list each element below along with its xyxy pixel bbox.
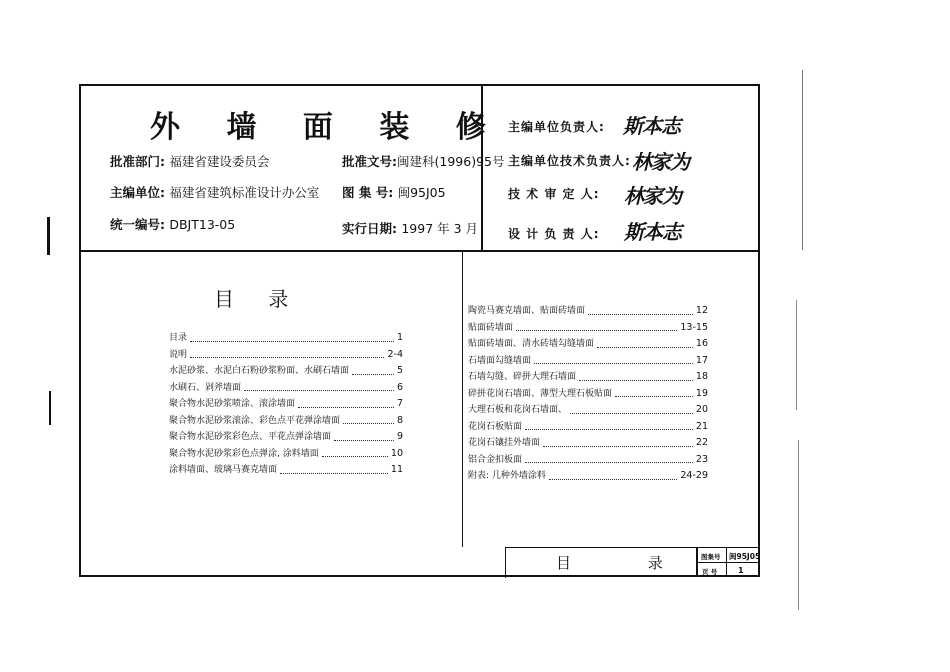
- toc-item-page: 10: [390, 447, 403, 459]
- approval-doc-value: 闽建科(1996)95号: [397, 154, 505, 169]
- toc-item-page: 6: [396, 381, 403, 393]
- toc-item[interactable]: [169, 413, 403, 430]
- effective-date: [342, 219, 478, 237]
- toc-item-text: 说明: [169, 349, 188, 360]
- dot-leader: [543, 446, 693, 447]
- atlas-label: 图集号: [701, 553, 721, 561]
- toc-item-text: 花岗石镶挂外墙面: [468, 438, 541, 448]
- toc-item[interactable]: [169, 380, 403, 397]
- toc-item-text: 贴面砖墙面: [468, 322, 514, 333]
- toc-item[interactable]: [468, 402, 708, 419]
- toc-item-page: 8: [396, 414, 403, 426]
- signature-tech-chief: 林家为: [632, 150, 689, 174]
- dot-leader: [588, 314, 693, 315]
- editor-unit-label: 主编单位:: [110, 185, 165, 200]
- toc-item[interactable]: [169, 347, 403, 364]
- dot-leader: [570, 413, 693, 414]
- toc-item[interactable]: [169, 462, 403, 479]
- toc-left-list: [169, 330, 403, 479]
- toc-item-text: 贴面砖墙面、清水砖墙勾缝墙面: [468, 339, 595, 349]
- toc-item-text: 石墙勾缝、碎拼大理石墙面: [468, 372, 577, 382]
- effective-date-value: 1997 年 3 月: [401, 221, 479, 236]
- signature-designer: 斯本志: [624, 220, 681, 244]
- toc-item[interactable]: [468, 303, 708, 320]
- atlas-number-value: 闽95J05: [397, 185, 446, 200]
- toc-item-page: 18: [695, 371, 708, 382]
- edge-line: [798, 440, 799, 610]
- edge-line: [796, 300, 797, 410]
- dot-leader: [549, 479, 677, 480]
- dot-leader: [516, 330, 677, 331]
- toc-item-page: 17: [695, 354, 708, 366]
- dot-leader: [280, 473, 388, 474]
- atlas-number-label: 图 集 号:: [342, 185, 394, 200]
- dot-leader: [244, 390, 394, 391]
- toc-item-page: 16: [695, 338, 708, 349]
- toc-item-page: 5: [396, 365, 403, 376]
- toc-item[interactable]: [468, 452, 708, 469]
- atlas-number: [342, 183, 446, 201]
- toc-item-text: 碎拼花岗石墙面、薄型大理石板贴面: [468, 388, 613, 399]
- toc-item-page: 21: [695, 420, 708, 432]
- binding-mark: [49, 391, 51, 425]
- toc-column-divider: [462, 251, 463, 547]
- toc-item-page: 13-15: [680, 321, 708, 333]
- toc-item[interactable]: [169, 446, 403, 463]
- edge-line: [802, 70, 803, 250]
- toc-item-page: 1: [396, 332, 403, 343]
- toc-item-page: 7: [396, 398, 403, 409]
- toc-item[interactable]: [468, 468, 708, 485]
- toc-item-text: 聚合物水泥砂浆彩色点弹涂, 涂料墙面: [169, 448, 319, 459]
- toc-item-text: 花岗石板贴面: [468, 421, 523, 432]
- toc-item[interactable]: [169, 429, 403, 446]
- toc-item[interactable]: [169, 396, 403, 413]
- signature-label-reviewer: 技 术 审 定 人:: [508, 187, 600, 201]
- toc-item[interactable]: [468, 320, 708, 337]
- toc-item-text: 目录: [169, 333, 188, 343]
- dot-leader: [615, 396, 693, 397]
- toc-item-page: 12: [695, 305, 708, 316]
- unified-number-label: 统一编号:: [110, 217, 165, 232]
- editor-unit-value: 福建省建筑标准设计办公室: [169, 185, 320, 200]
- page-label: 页 号: [702, 568, 718, 576]
- toc-right-list: [468, 303, 708, 485]
- unified-number: [110, 215, 235, 233]
- toc-item-text: 陶瓷马赛克墙面、贴面砖墙面: [468, 306, 586, 316]
- toc-item-page: 2-4: [387, 348, 403, 360]
- toc-item-text: 水泥砂浆、水泥白石粉砂浆粉面、水刷石墙面: [169, 366, 350, 376]
- toc-item-page: 19: [695, 387, 708, 399]
- signature-reviewer: 林家为: [624, 184, 681, 208]
- toc-item-text: 聚合物水泥砂浆滚涂、彩色点平花弹涂墙面: [169, 415, 341, 426]
- toc-item-page: 20: [695, 404, 708, 415]
- dot-leader: [298, 407, 394, 408]
- toc-title: 目 录: [214, 287, 303, 311]
- header-divider: [79, 250, 760, 252]
- title-block-title: 目 录: [556, 554, 699, 572]
- dot-leader: [525, 462, 693, 463]
- unified-number-value: DBJT13-05: [169, 217, 236, 232]
- dot-leader: [534, 363, 693, 364]
- editor-unit: [110, 183, 319, 201]
- atlas-value: 闽95J05: [729, 552, 761, 561]
- toc-item[interactable]: [468, 369, 708, 386]
- toc-item-page: 23: [695, 453, 708, 465]
- binding-mark: [47, 217, 50, 255]
- title-block-row-divider: [696, 562, 758, 563]
- dot-leader: [343, 423, 394, 424]
- approval-dept-value: 福建省建设委员会: [169, 154, 270, 169]
- toc-item[interactable]: [169, 330, 403, 347]
- toc-item[interactable]: [468, 435, 708, 452]
- toc-item[interactable]: [468, 386, 708, 403]
- approval-dept: [110, 152, 269, 170]
- toc-item-text: 涂料墙面、玻璃马赛克墙面: [169, 465, 278, 475]
- toc-item[interactable]: [468, 419, 708, 436]
- toc-item[interactable]: [169, 363, 403, 380]
- signature-label-designer: 设 计 负 责 人:: [508, 227, 600, 241]
- toc-item[interactable]: [468, 336, 708, 353]
- dot-leader: [352, 374, 394, 375]
- dot-leader: [322, 456, 388, 457]
- toc-item-text: 水刷石、剁斧墙面: [169, 382, 242, 393]
- toc-item-text: 聚合物水泥砂浆彩色点、平花点弹涂墙面: [169, 432, 332, 442]
- approval-dept-label: 批准部门:: [110, 154, 165, 169]
- signature-chief: 斯本志: [623, 114, 680, 138]
- approval-doc-label: 批准文号:: [342, 154, 397, 169]
- page-value: 1: [738, 566, 744, 575]
- toc-item-page: 11: [390, 464, 403, 475]
- signature-label-chief: 主编单位负责人:: [508, 120, 605, 134]
- toc-item-text: 大理石板和花岗石墙面、: [468, 405, 568, 415]
- toc-item-text: 铝合金扣板面: [468, 454, 523, 465]
- page-title: 外 墙 面 装 修: [150, 110, 504, 145]
- toc-item[interactable]: [468, 353, 708, 370]
- signature-label-tech-chief: 主编单位技术负责人:: [508, 154, 631, 168]
- effective-date-label: 实行日期:: [342, 221, 397, 236]
- dot-leader: [597, 347, 693, 348]
- dot-leader: [190, 341, 394, 342]
- toc-item-text: 聚合物水泥砂浆喷涂、滚涂墙面: [169, 399, 296, 409]
- dot-leader: [579, 380, 693, 381]
- approval-doc: [342, 152, 504, 170]
- dot-leader: [525, 429, 693, 430]
- toc-item-page: 22: [695, 437, 708, 448]
- dot-leader: [190, 357, 384, 358]
- dot-leader: [334, 440, 394, 441]
- toc-item-page: 24-29: [680, 470, 708, 481]
- toc-item-text: 附表: 几种外墙涂料: [468, 471, 546, 481]
- toc-item-page: 9: [396, 431, 403, 442]
- toc-item-text: 石墙面勾缝墙面: [468, 355, 532, 366]
